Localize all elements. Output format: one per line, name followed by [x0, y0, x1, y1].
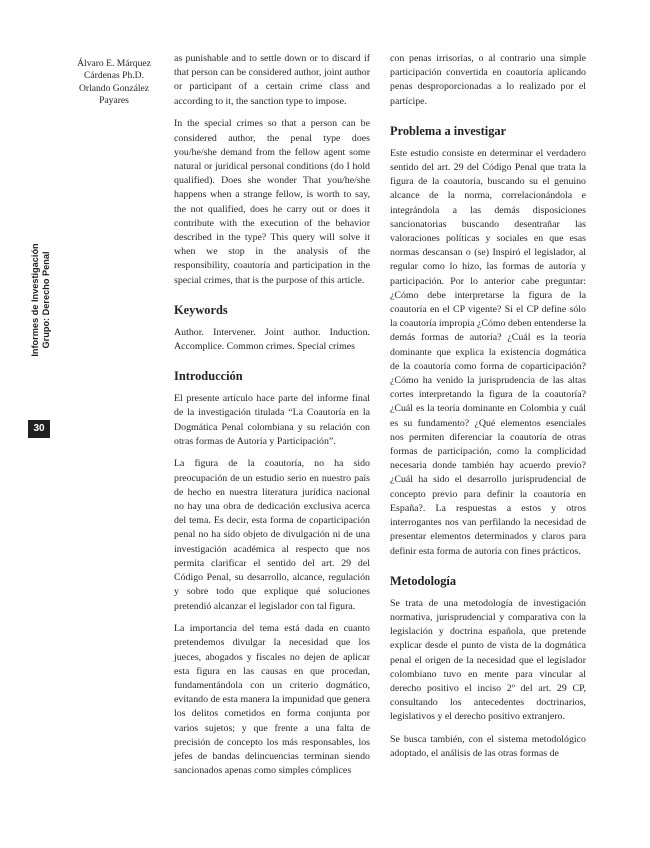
- author-line: Orlando González: [78, 82, 150, 94]
- running-head-line2: Grupo: Derecho Penal: [41, 251, 51, 349]
- paragraph: La importancia del tema está dada en cuanto pretendemos divulgar la necesidad que los jueces, abogados y fiscales no dejen de aplicar esta figura en las causas en que procedan, fundamentándola con un criterio dogmático, evitando de esta manera la impunidad que genera los delitos cometidos en forma conjunta por varios sujetos; y que frente a una falta de precisión de concepto los más responsables, los jefes de bandas delincuencias terminan siendo sancionados apenas como simples cómplices: [174, 623, 370, 777]
- paragraph: La figura de la coautoría, no ha sido preocupación de un estudio serio en nuestro país de hecho en nuestra literatura jurídica nacional no hay una obra de dedicación exclusiva acerca del tema. Es decir, esta forma de coparticipación penal no ha sido objeto de divulgación ni de una investigación académica al respecto que nos permita clarificar el sentido del art. 29 del Código Penal, su desarrollo, alcance, regulación y sobre todo que explique qué soluciones pretendió alcanzar el legislador con tal figura.: [174, 458, 370, 612]
- author-line: Cárdenas Ph.D.: [84, 70, 144, 82]
- author-line: Álvaro E. Márquez: [77, 58, 151, 69]
- page-number: 30: [28, 420, 50, 438]
- keywords-heading: Keywords: [174, 302, 228, 317]
- paragraph: Se trata de una metodología de investigación normativa, jurisprudencial y comparativa con la legislación y doctrina española, que pretende explicar desde el punto de vista de la dogmática penal el origen de la necesidad que el legislador colombiano tuvo en mente para vincular al derecho positivo el inciso 2º del art. 29 CP, consultando los antecedentes doctrinarios, legislativos y el derecho positivo extranjero.: [390, 597, 586, 723]
- problem-heading: Problema a investigar: [390, 123, 507, 138]
- paragraph: In the special crimes so that a person can be considered author, the penal type does you/he/she demand from the fellow agent some natural or juridical personal conditions (do I hold qualified). Does she wonder That you/he/she happens when a strange fellow, is worth to say, the not qualified, does he carry out or does it contribute with the execution of the behavior described in the type? This query will solve it when we stop in the analysis of the responsibility, coautoría and participation in the special crimes, that is the purpose of this article.: [174, 118, 370, 286]
- running-head: [30, 243, 54, 470]
- paragraph: Este estudio consiste en determinar el verdadero sentido del art. 29 del Código Penal que trata la figura de la coautoría, buscando su el genuino alcance de la norma, correlacionándola e integrándola a las demás disposiciones sancionatorias buscando desentrañar las valoraciones políticas y sociales en que esas normas descansan o (se) Inspiró el legislador, al regular como lo hizo, las formas de autoría y participación. Por lo anterior cabe preguntar: ¿Cómo debe interpretarse la figura de la coautoría en el CP vigente? Si el CP define sólo la coautoría impropia ¿Cómo deben entenderse la demás formas de autoría? ¿Cuál es la teoría dominante que explica la existencia dogmática de la coautoría como forma de coparticipación? ¿Cómo ha venido la jurisprudencia de las altas cortes interpretando la figura de la coautoría? ¿Cuál es la teoría dominante en Colombia y cuál es su fundamento? ¿Qué elementos esenciales nos permiten diferenciar la coautoría de otras formas de participación, como la complicidad necesaria donde también hay acuerdo previo? ¿Cuál ha sido el desarrollo jurisprudencial de concepto previo para definir la coautoría en España?. La respuestas a estos y otros interrogantes nos van perfilando la necesidad de presentar elementos determinados y claros para definir esta forma de autoría con fines prácticos.: [390, 147, 586, 557]
- paragraph: El presente artículo hace parte del informe final de la investigación titulada “La Coautoría en la Dogmática Penal colombiana y su relación con otras formas de Autoría y Participación”.: [174, 393, 370, 447]
- introduction-heading: Introducción: [174, 369, 243, 384]
- paragraph: as punishable and to settle down or to discard if that person can be considered author, joint author or participant of a certain crime class and according to it, the sanction type to impose.: [174, 53, 370, 107]
- column-left: [174, 52, 370, 778]
- running-head-text: [30, 210, 54, 390]
- methodology-heading: Metodología: [390, 573, 457, 588]
- column-right: [390, 52, 586, 761]
- author-block: [66, 58, 162, 108]
- paragraph: Se busca también, con el sistema metodológico adoptado, el análisis de las otras formas de: [390, 734, 586, 760]
- paragraph: con penas irrisorias, o al contrario una simple participación convertida en coautoría aplicando penas desproporcionadas a lo realizado por el partícipe.: [390, 53, 586, 107]
- author-line: Payares: [99, 95, 129, 107]
- running-head-line1: Informes de Investigación: [30, 243, 40, 357]
- keywords-text: Author. Intervener. Joint author. Induction. Accomplice. Common crimes. Special crimes: [174, 326, 370, 352]
